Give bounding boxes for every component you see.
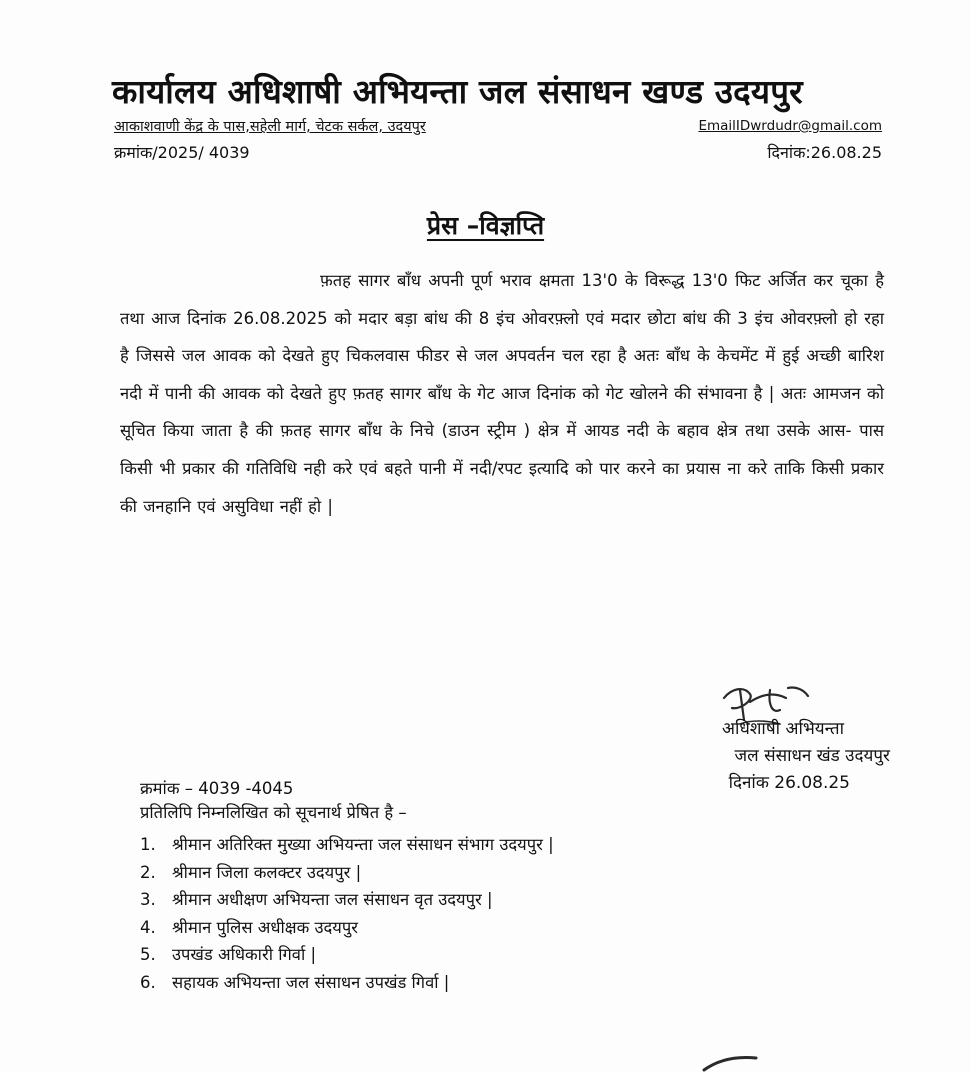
list-item — [140, 859, 760, 887]
list-item — [140, 969, 760, 997]
distribution-reference: क्रमांक – 4039 -4045 — [140, 779, 294, 798]
list-item-text: श्रीमान जिला कलक्टर उदयपुर | — [172, 862, 362, 882]
list-item-number: 5. — [140, 945, 156, 964]
list-item-text: श्रीमान पुलिस अधीक्षक उदयपुर — [172, 917, 358, 937]
address-row — [114, 116, 882, 136]
signatory-title: अधिशाषी अभियन्ता — [722, 719, 844, 739]
distribution-block — [140, 777, 760, 996]
list-item-number: 4. — [140, 917, 156, 937]
list-item-text: श्रीमान अधीक्षण अभियन्ता जल संसाधन वृत उदयपुर | — [172, 890, 493, 909]
office-title: कार्यालय अधिशाषी अभियन्ता जल संसाधन खण्ड उदयपुर — [112, 72, 803, 111]
list-item — [140, 941, 760, 969]
list-item-text: सहायक अभियन्ता जल संसाधन उपखंड गिर्वा | — [172, 972, 450, 992]
press-release-heading: प्रेस –विज्ञप्ति — [426, 211, 545, 240]
list-item — [140, 914, 760, 942]
distribution-intro: प्रतिलिपि निम्नलिखित को सूचनार्थ प्रेषित है – — [140, 803, 407, 822]
list-item-number: 6. — [140, 972, 156, 992]
list-item — [140, 886, 760, 914]
office-address: आकाशवाणी केंद्र के पास,सहेली मार्ग, चेटक सर्कल, उदयपुर — [114, 119, 426, 135]
reference-date: दिनांक:26.08.25 — [767, 143, 882, 162]
signatory-date: दिनांक 26.08.25 — [728, 773, 850, 793]
list-item-number: 1. — [140, 835, 156, 854]
list-item — [140, 831, 760, 859]
office-email: EmailIDwrdudr@gmail.com — [698, 118, 882, 134]
distribution-list — [140, 831, 760, 996]
pen-stroke-icon — [700, 1048, 760, 1073]
list-item-number: 3. — [140, 890, 156, 909]
reference-row — [114, 141, 882, 163]
signatory-office: जल संसाधन खंड उदयपुर — [734, 746, 890, 766]
reference-number: क्रमांक/2025/ 4039 — [114, 143, 250, 162]
press-release-body: फ़तह सागर बाँध अपनी पूर्ण भराव क्षमता 13'0 के विरूद्ध 13'0 फिट अर्जित कर चूका है तथा आज दिनांक 26.08.2025 को मदार बड़ा बांध की 8 इंच ओवरफ़्लो एवं मदार छोटा बांध की 3 इंच ओवरफ़्लो हो रहा है जिससे जल आवक को देखते हुए चिकलवास फीडर से जल अपवर्तन चल रहा है अतः बाँध के केचमेंट में हुई अच्छी बारिश नदी में पानी की आवक को देखते हुए फ़तह सागर बाँध के गेट आज दिनांक को गेट खोलने की संभावना है | अतः आमजन को सूचित किया जाता है की फ़तह सागर बाँध के निचे (डाउन स्ट्रीम ) क्षेत्र में आयड नदी के बहाव क्षेत्र तथा उसके आस- पास किसी भी प्रकार की गतिविधि नही करे एवं बहते पानी में नदी/रपट इत्यादि को पार करने का प्रयास ना करे ताकि किसी प्रकार की जनहानि एवं असुविधा नहीं हो | — [120, 271, 884, 516]
list-item-number: 2. — [140, 862, 156, 882]
list-item-text: श्रीमान अतिरिक्त मुख्या अभियन्ता जल संसाधन संभाग उदयपुर | — [172, 835, 554, 854]
list-item-text: उपखंड अधिकारी गिर्वा | — [172, 945, 317, 964]
